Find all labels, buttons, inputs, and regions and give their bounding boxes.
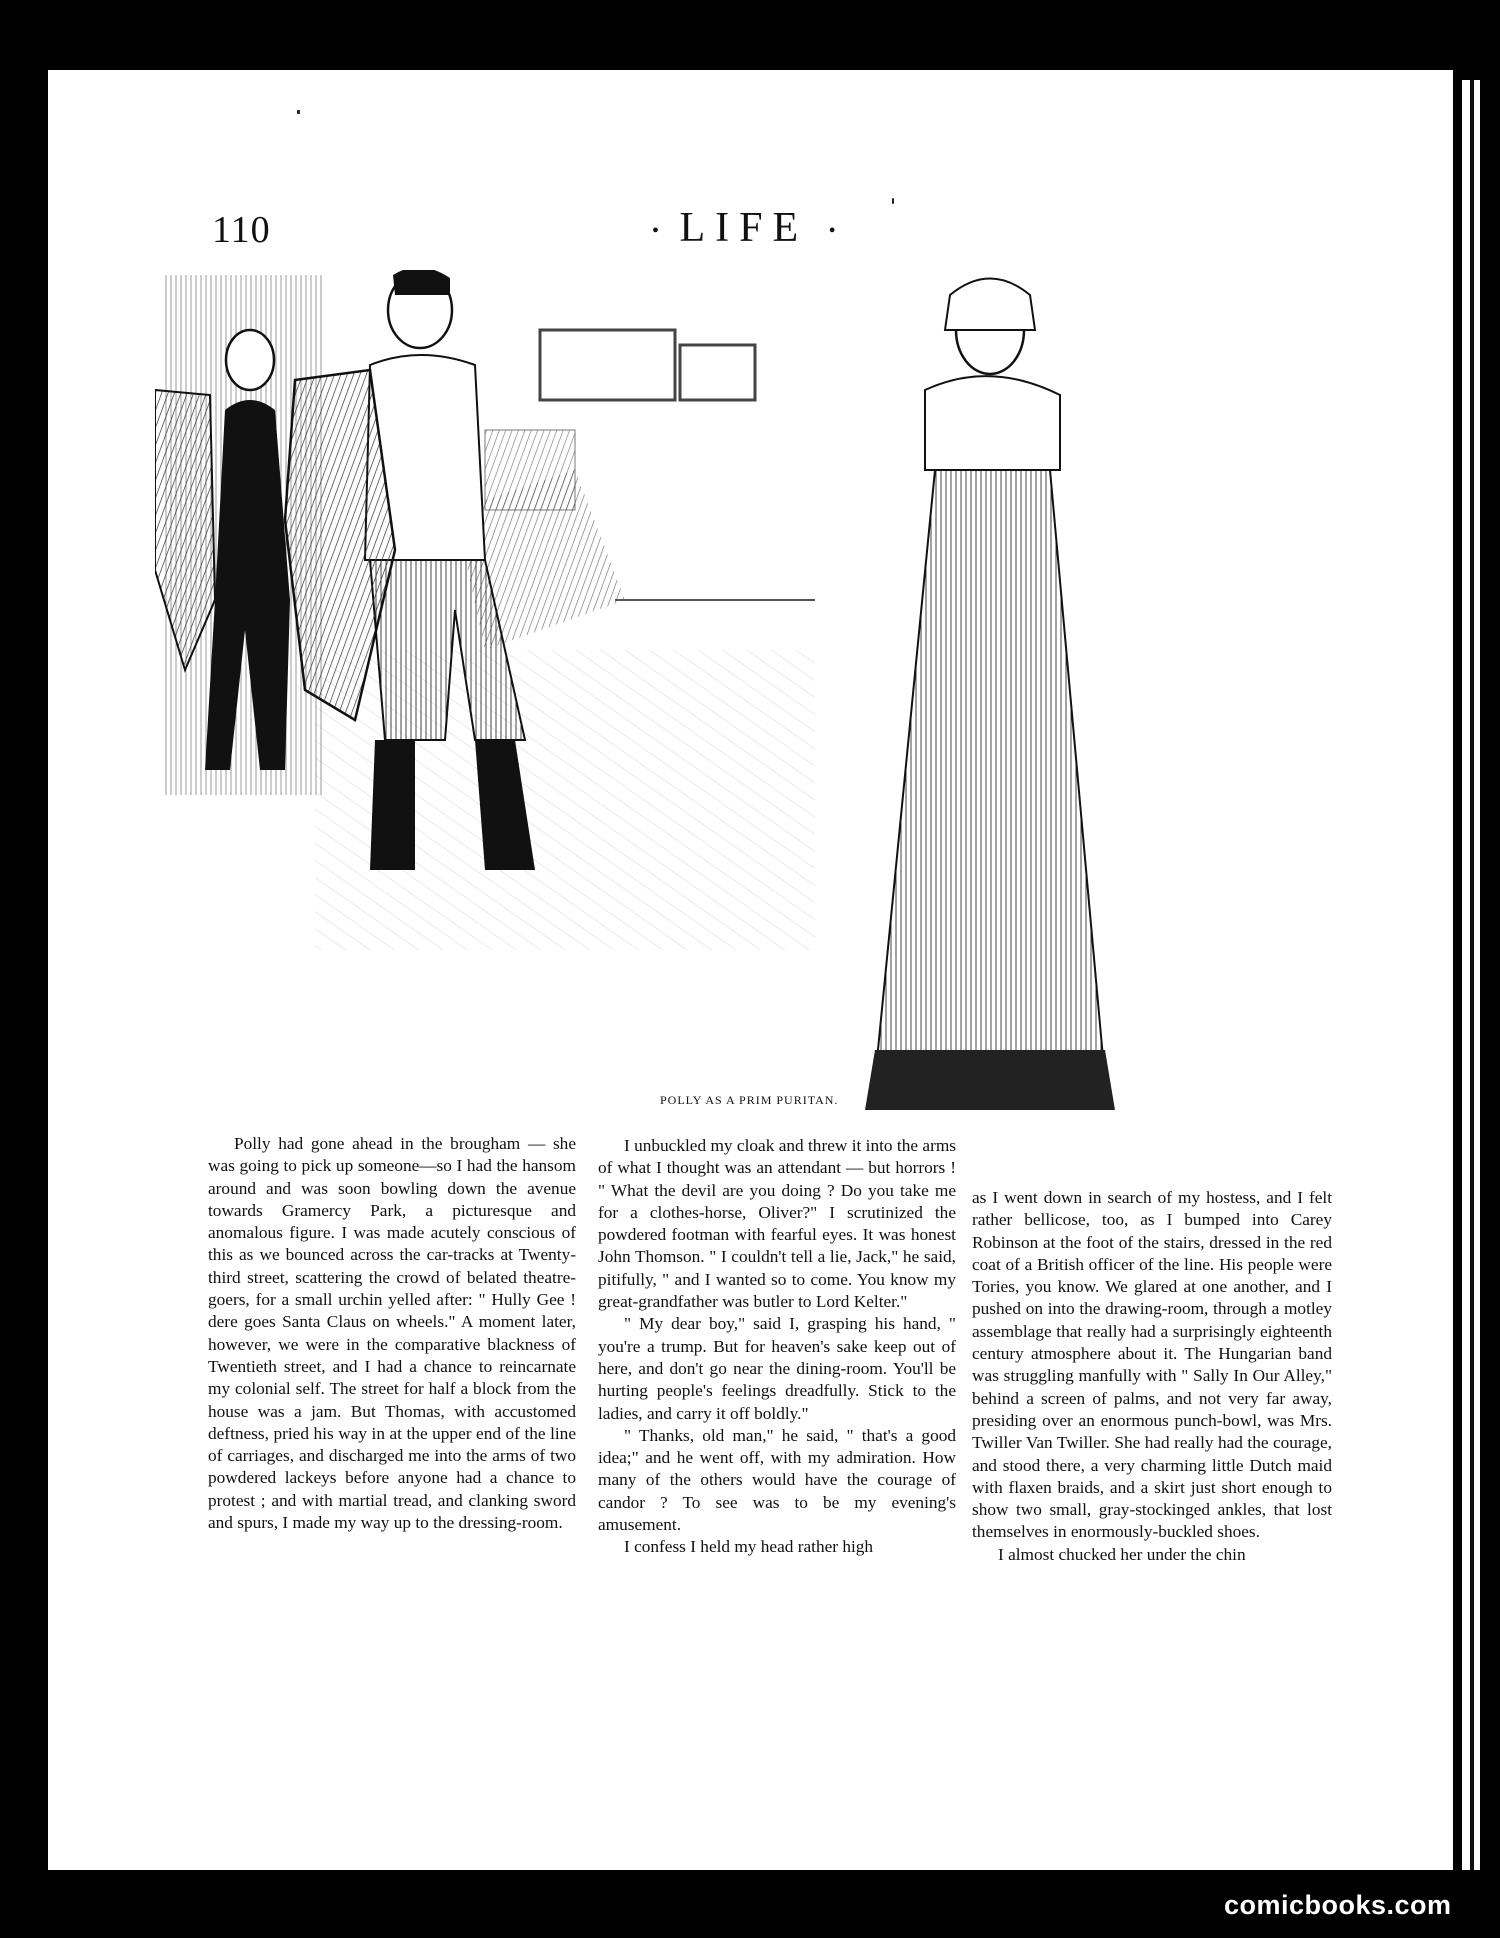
adjacent-page-rule	[1470, 80, 1474, 1870]
paragraph: Polly had gone ahead in the brougham — she was going to pick up someone—so I had the hansom around and was soon bowling down the avenue towards Gramercy Park, a picturesque and anomalous figure. I was made acutely conscious of this as we bounced across the car-tracks at Twenty-third street, scattering the crowd of belated theatre-goers, for a small urchin yelled after: " Hully Gee ! dere goes Santa Claus on wheels." A moment later, however, we were in the comparative blackness of Twentieth street, and I had a chance to reincarnate my colonial self. The street for half a block from the house was a jam. But Thomas, with accustomed deftness, pried his way in at the upper end of the line of carriages, and discharged me into the arms of two powdered lackeys before anyone had a chance to protest ; and with martial tread, and clanking sword and spurs, I made my way up to the dressing-room.	[208, 1134, 576, 1533]
illustration	[155, 270, 1345, 1140]
masthead-dot-left: •	[652, 219, 660, 242]
article-column-1	[208, 1133, 576, 1534]
watermark: comicbooks.com	[1224, 1890, 1452, 1920]
scan-speck	[892, 198, 894, 204]
paragraph: I confess I held my head rather high	[624, 1537, 874, 1557]
article-column-3	[972, 1187, 1332, 1566]
article-column-2	[598, 1135, 956, 1559]
paragraph: as I went down in search of my hostess, and I felt rather bellicose, too, as I bumped into Carey Robinson at the foot of the stairs, dressed in the red coat of a British officer of the line. His people were Tories, you know. We glared at one another, and I pushed on into the drawing-room, through a motley assemblage that really had a surprisingly eighteenth century atmosphere about it. The Hungarian band was struggling manfully with " Sally In Our Alley," behind a screen of palms, and not very far away, presiding over an enormous punch-bowl, was Mrs. Twiller Van Twiller. She had really had the courage, and stood there, a very charming little Dutch maid with flaxen braids, and a skirt just short enough to show two small, gray-stockinged ankles, that lost themselves in enormously-buckled shoes.	[972, 1188, 1332, 1542]
illustration-caption: POLLY AS A PRIM PURITAN.	[660, 1093, 839, 1107]
scan-speck	[297, 110, 300, 114]
masthead-dot-right: •	[828, 219, 836, 242]
masthead	[652, 204, 836, 252]
puritan-woman-figure	[865, 279, 1115, 1111]
page-number: 110	[212, 209, 271, 251]
paragraph: I almost chucked her under the chin	[998, 1544, 1246, 1564]
paragraph: " My dear boy," said I, grasping his hand, " you're a trump. But for heaven's sake keep out of here, and don't go near the dining-room. You'll be hurting people's feelings dreadfully. Stick to the ladies, and carry it off boldly."	[598, 1314, 956, 1423]
paragraph: " Thanks, old man," he said, " that's a good idea;" and he went off, with my admiration. How many of the others would have the courage of candor ? To see was to be my evening's amusement.	[598, 1425, 956, 1535]
masthead-title: LIFE	[679, 205, 809, 251]
paragraph: I unbuckled my cloak and threw it into the arms of what I thought was an attendant — but horrors ! " What the devil are you doing ? Do you take me for a clothes-horse, Oliver?" I scrutinized the powdered footman with fearful eyes. It was honest John Thomson. " I couldn't tell a lie, Jack," he said, pitifully, " and I wanted so to come. You know my great-grandfather was butler to Lord Kelter."	[598, 1136, 956, 1312]
